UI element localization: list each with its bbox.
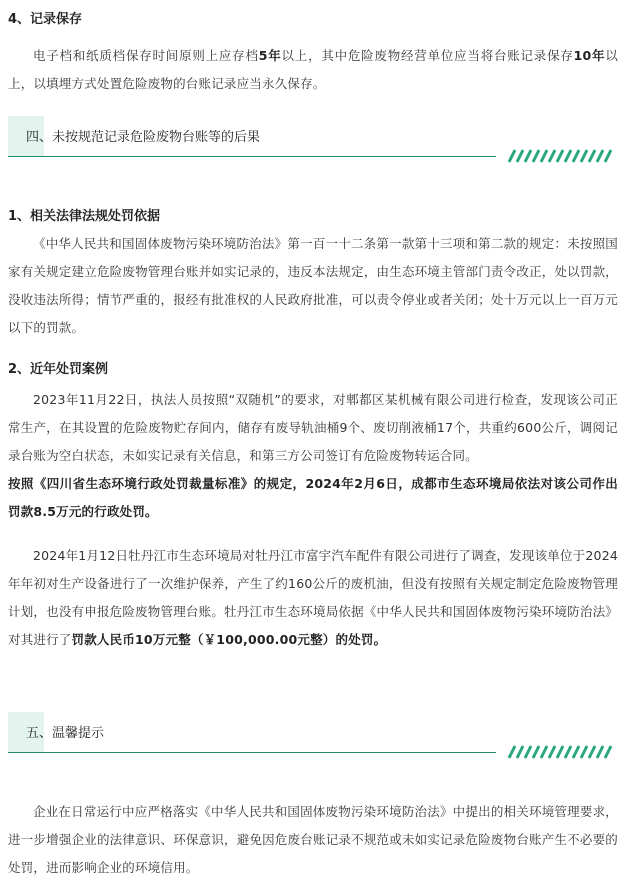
reminder-text: 企业在日常运行中应严格落实《中华人民共和国固体废物污染环境防治法》中提出的相关环境管理要求，进一步增强企业的法律意识、环保意识，避免因危废台账记录不规范或未如实记录危险废物台账产生不必要的处罚，进而影响企业的环境信用。	[8, 804, 618, 875]
section-heading-cases: 2、近年处罚案例	[8, 362, 109, 377]
section-header-reminder	[8, 712, 620, 758]
bold-segment: 5年	[258, 48, 282, 63]
section-divider	[8, 156, 496, 157]
text-segment: 以上，其中危险废物经营单位应当将台账记录保存	[281, 48, 574, 63]
section-heading-record-keeping: 4、记录保存	[8, 12, 83, 27]
section-header-consequences	[8, 116, 620, 162]
stripes-decoration-icon	[506, 745, 618, 759]
bold-segment: 罚款人民币10万元整（￥100,000.00元整）的处罚。	[71, 632, 387, 647]
bold-segment: 按照《四川省生态环境行政处罚裁量标准》的规定，2024年2月6日，成都市生态环境局依法对该公司作出罚款8.5万元的行政处罚。	[8, 476, 618, 519]
stripes-decoration-icon	[506, 149, 618, 163]
section-title: 四、未按规范记录危险废物台账等的后果	[26, 130, 261, 145]
case-1-penalty	[8, 470, 618, 526]
legal-basis-text: 《中华人民共和国固体废物污染环境防治法》第一百一十二条第一款第十三项和第二款的规定：未按照国家有关规定建立危险废物管理台账并如实记录的，违反本法规定，由生态环境主管部门责令改正，处以罚款，没收违法所得；情节严重的，报经有批准权的人民政府批准，可以责令停业或者关闭；处十万元以上一百万元以下的罚款。	[8, 236, 618, 335]
section-title: 五、温馨提示	[26, 726, 105, 741]
record-keeping-paragraph	[8, 42, 618, 98]
bold-segment: 10年	[573, 48, 606, 63]
case-1-paragraph	[8, 386, 618, 526]
case-2-paragraph	[8, 542, 618, 654]
text-segment: 以上，以填埋方式处置危险废物的台账记录应当永久保存。	[8, 48, 619, 91]
section-divider	[8, 752, 496, 753]
section-heading-legal-basis: 1、相关法律法规处罚依据	[8, 209, 161, 224]
legal-basis-paragraph	[8, 230, 618, 342]
text-segment: 电子档和纸质档保存时间原则上应存档	[33, 48, 259, 63]
text-segment: 2024年1月12日牡丹江市生态环境局对牡丹江市富宇汽车配件有限公司进行了调查，发现该单位于2024年年初对生产设备进行了一次维护保养，产生了约160公斤的废机油，但没有按照有关规定制定危险废物管理计划，也没有申报危险废物管理台账。牡丹江市生态环境局依据《中华人民共和国固体废物污染环境防治法》对其进行了	[8, 548, 618, 647]
case-1-text: 2023年11月22日，执法人员按照“双随机”的要求，对郫都区某机械有限公司进行检查，发现该公司正常生产，在其设置的危险废物贮存间内，储存有废导轨油桶9个、废切削液桶17个，共重约600公斤，调阅记录台账为空白状态，未如实记录有关信息，和第三方公司签订有危险废物转运合同。	[8, 392, 618, 463]
reminder-paragraph	[8, 798, 618, 882]
